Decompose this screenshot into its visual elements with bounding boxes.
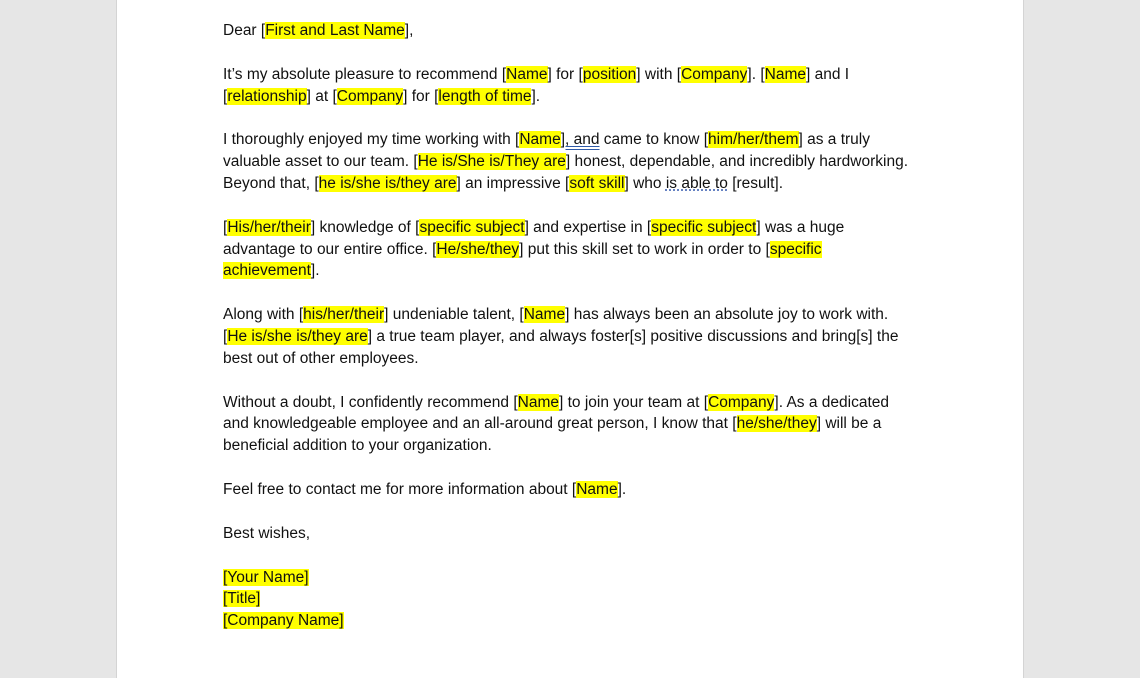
paragraph-1 [223,20,913,42]
signature-line [223,610,913,632]
placeholder-field: specific subject [651,218,757,236]
placeholder-field: Company [708,393,775,411]
text-run: Best wishes, [223,524,311,542]
paragraph-6 [223,392,913,457]
text-run: ] knowledge of [ [310,218,420,236]
placeholder-field: He/she/they [436,240,520,258]
placeholder-field: Company [336,87,404,105]
text-run: ]. [531,87,541,105]
placeholder-field: Name [506,65,548,83]
paragraph-8 [223,523,913,545]
placeholder-field: length of time [438,87,532,105]
placeholder-field: Name [519,131,561,149]
placeholder-field: He is/she is/they are [227,327,368,345]
text-run: ] and I [ [223,65,850,105]
text-run: I thoroughly enjoyed my time working with [ [223,131,520,149]
text-run: ] with [ [636,65,682,83]
text-run: ] honest, dependable, and incredibly hardworking. Beyond that, [ [223,153,908,192]
text-run: [result]. [727,174,784,192]
document-page [116,0,1024,678]
paragraph-7 [223,479,913,501]
text-run: Without a doubt, I confidently recommend [ [223,393,518,411]
style-suggestion: is able to [665,174,728,192]
text-run: ]. [310,262,320,280]
placeholder-field: position [582,65,637,83]
text-run: It’s my absolute pleasure to recommend [ [223,65,507,83]
paragraph-3 [223,129,913,194]
text-run: ]. [ [747,65,765,83]
placeholder-field: Name [517,393,560,411]
placeholder-field: [Your Name] [223,568,309,586]
placeholder-field: he/she/they [736,415,817,433]
signature-line [223,588,913,610]
placeholder-field: Name [523,306,566,324]
text-run: ] has always been an absolute joy to work with. [ [223,306,889,345]
grammar-suggestion: ], and [560,131,600,149]
placeholder-field: He is/She is/They are [417,153,566,171]
placeholder-field: specific achievement [223,240,822,280]
text-run: ] will be a beneficial addition to your organization. [223,415,882,455]
text-run: ] and expertise in [ [524,218,652,236]
text-run: [ [223,218,228,236]
text-run: ] as a truly valuable asset to our team. [ [223,131,870,171]
text-run: Dear [ [223,22,266,39]
placeholder-field: he is/she is/they are [318,174,457,192]
placeholder-field: soft skill [569,174,625,192]
signature-line [223,567,913,589]
placeholder-field: him/her/them [708,131,799,149]
text-run: ] a true team player, and always foster[s] positive discussions and bring[s] the best out of other employees. [223,327,899,367]
text-run: ] for [ [547,65,583,83]
placeholder-field: [Title] [223,590,261,608]
text-run: ] was a huge advantage to our entire office. [ [223,218,845,258]
text-run: ] put this skill set to work in order to [ [519,240,770,258]
placeholder-field: His/her/their [227,218,311,236]
placeholder-field: [Company Name] [223,612,344,630]
text-run: ] an impressive [ [456,174,570,192]
placeholder-field: Name [764,65,807,83]
text-run: ] to join your team at [ [559,393,709,411]
paragraph-5 [223,304,913,369]
placeholder-field: his/her/their [303,306,385,324]
text-run: ] for [ [403,87,439,105]
placeholder-field: First and Last Name [265,22,405,39]
text-run: came to know [ [599,131,709,149]
letter-paragraphs [223,20,913,545]
placeholder-field: Name [576,480,618,498]
text-run: ], [404,22,414,39]
letter-body[interactable] [223,20,913,632]
paragraph-2 [223,64,913,108]
paragraph-4 [223,217,913,282]
placeholder-field: Company [681,65,748,83]
text-run: Along with [ [223,306,304,324]
text-run: ] undeniable talent, [ [384,306,524,324]
text-run: ]. [617,480,627,498]
text-run: Feel free to contact me for more information about [ [223,480,577,498]
signature-block [223,567,913,632]
placeholder-field: relationship [227,87,307,105]
text-run: ] at [ [306,87,337,105]
placeholder-field: specific subject [419,218,525,236]
text-run: ] who [624,174,666,192]
text-run: ]. As a dedicated and knowledgeable employee and an all-around great person, I know that [ [223,393,890,433]
